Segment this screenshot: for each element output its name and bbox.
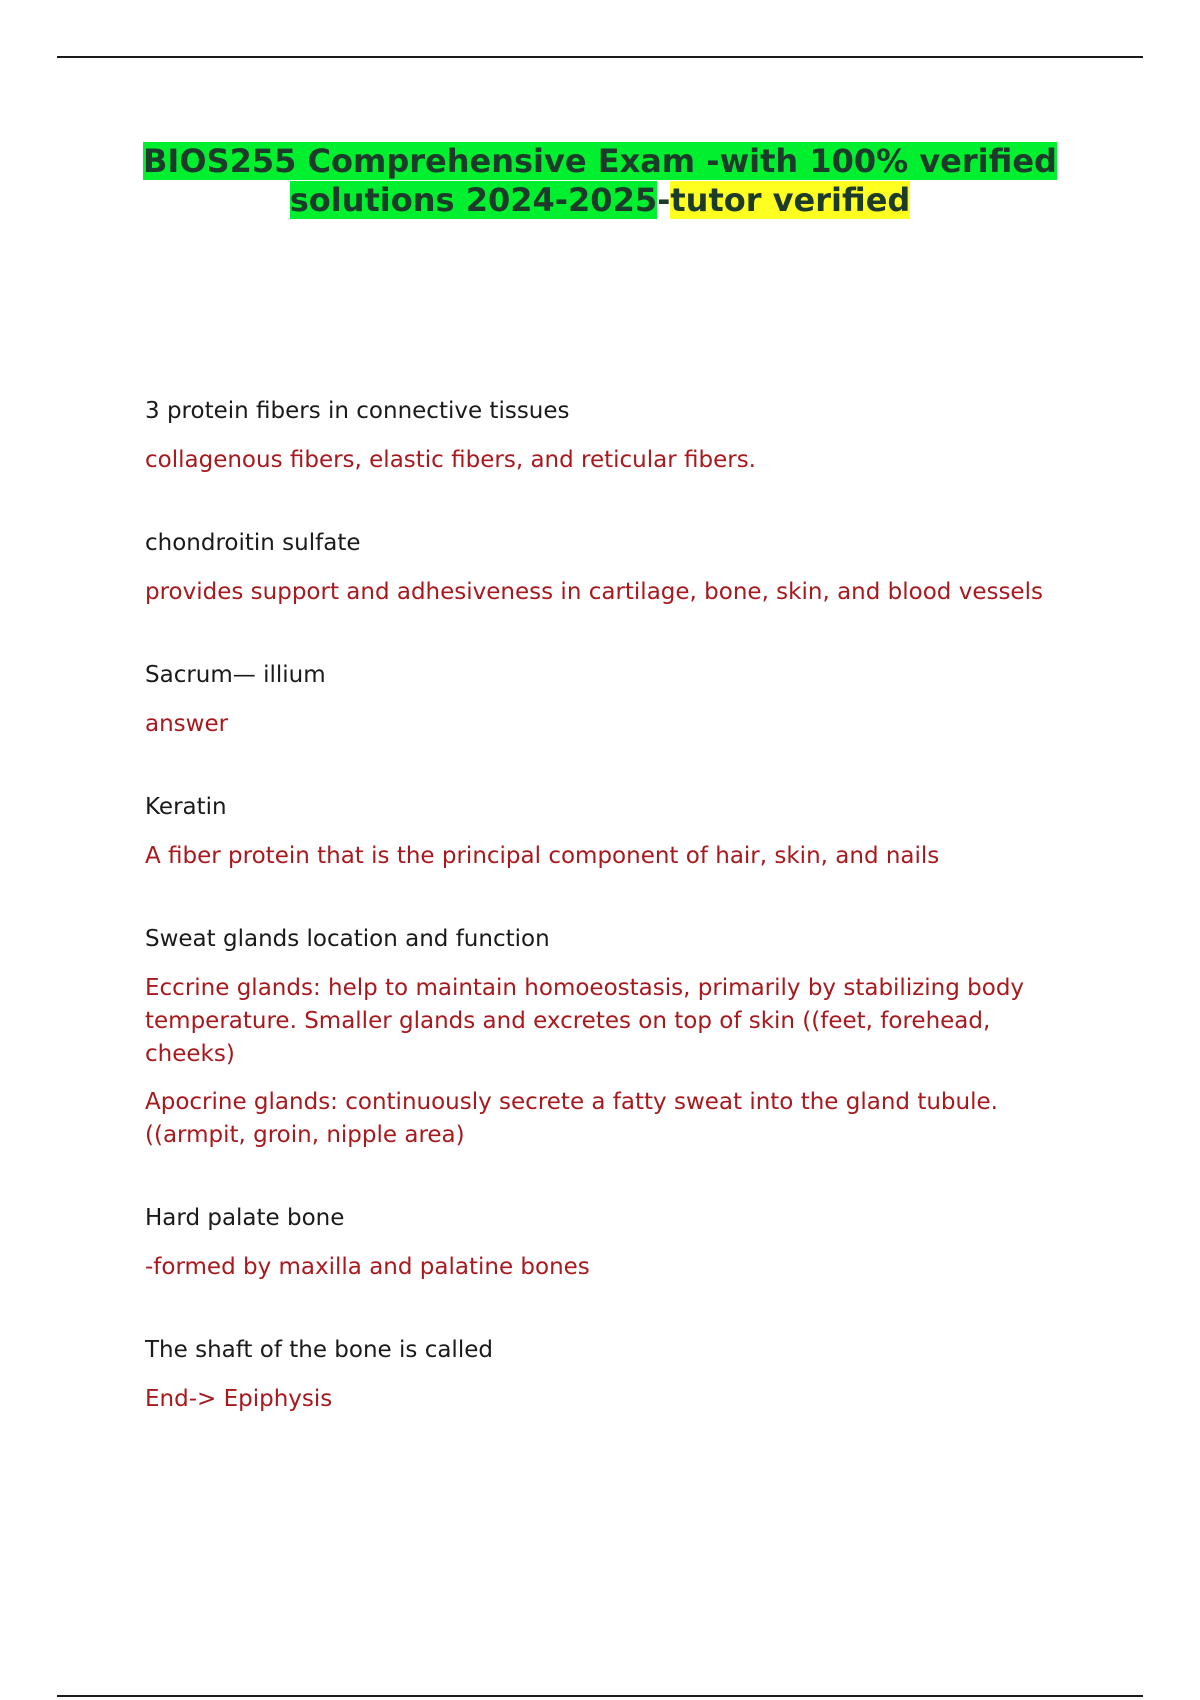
- page-title: [100, 142, 1100, 220]
- qa-item: [145, 1334, 1065, 1416]
- question-text: Sacrum— illium: [145, 662, 326, 688]
- title-highlight-green: BIOS255 Comprehensive Exam -with 100% verified solutions 2024-2025: [143, 142, 1057, 219]
- question-text: Sweat glands location and function: [145, 926, 550, 952]
- qa-item: [145, 923, 1065, 1152]
- header-rule: [57, 56, 1143, 58]
- qa-item: [145, 791, 1065, 873]
- answer-text: Apocrine glands: continuously secrete a fatty sweat into the gland tubule. ((armpit, groin, nipple area): [145, 1089, 998, 1148]
- answer-text: provides support and adhesiveness in cartilage, bone, skin, and blood vessels: [145, 579, 1043, 605]
- question-text: The shaft of the bone is called: [145, 1337, 493, 1363]
- title-highlight-yellow: tutor verified: [670, 181, 911, 219]
- qa-item: [145, 395, 1065, 477]
- answer-text: Eccrine glands: help to maintain homoeostasis, primarily by stabilizing body temperature. Smaller glands and excretes on top of skin ((feet, forehead, cheeks): [145, 975, 1025, 1067]
- qa-item: [145, 1202, 1065, 1284]
- answer-text: collagenous fibers, elastic fibers, and reticular fibers.: [145, 447, 756, 473]
- qa-item: [145, 527, 1065, 609]
- qa-list: [145, 395, 1065, 1431]
- answer-text: -formed by maxilla and palatine bones: [145, 1254, 590, 1280]
- footer-rule: [57, 1695, 1143, 1697]
- answer-text: answer: [145, 711, 229, 737]
- qa-item: [145, 659, 1065, 741]
- answer-text: End-> Epiphysis: [145, 1386, 333, 1412]
- question-text: chondroitin sulfate: [145, 530, 361, 556]
- title-dash: -: [657, 181, 671, 219]
- question-text: 3 protein fibers in connective tissues: [145, 398, 570, 424]
- question-text: Keratin: [145, 794, 227, 820]
- answer-text: A fiber protein that is the principal component of hair, skin, and nails: [145, 843, 940, 869]
- question-text: Hard palate bone: [145, 1205, 345, 1231]
